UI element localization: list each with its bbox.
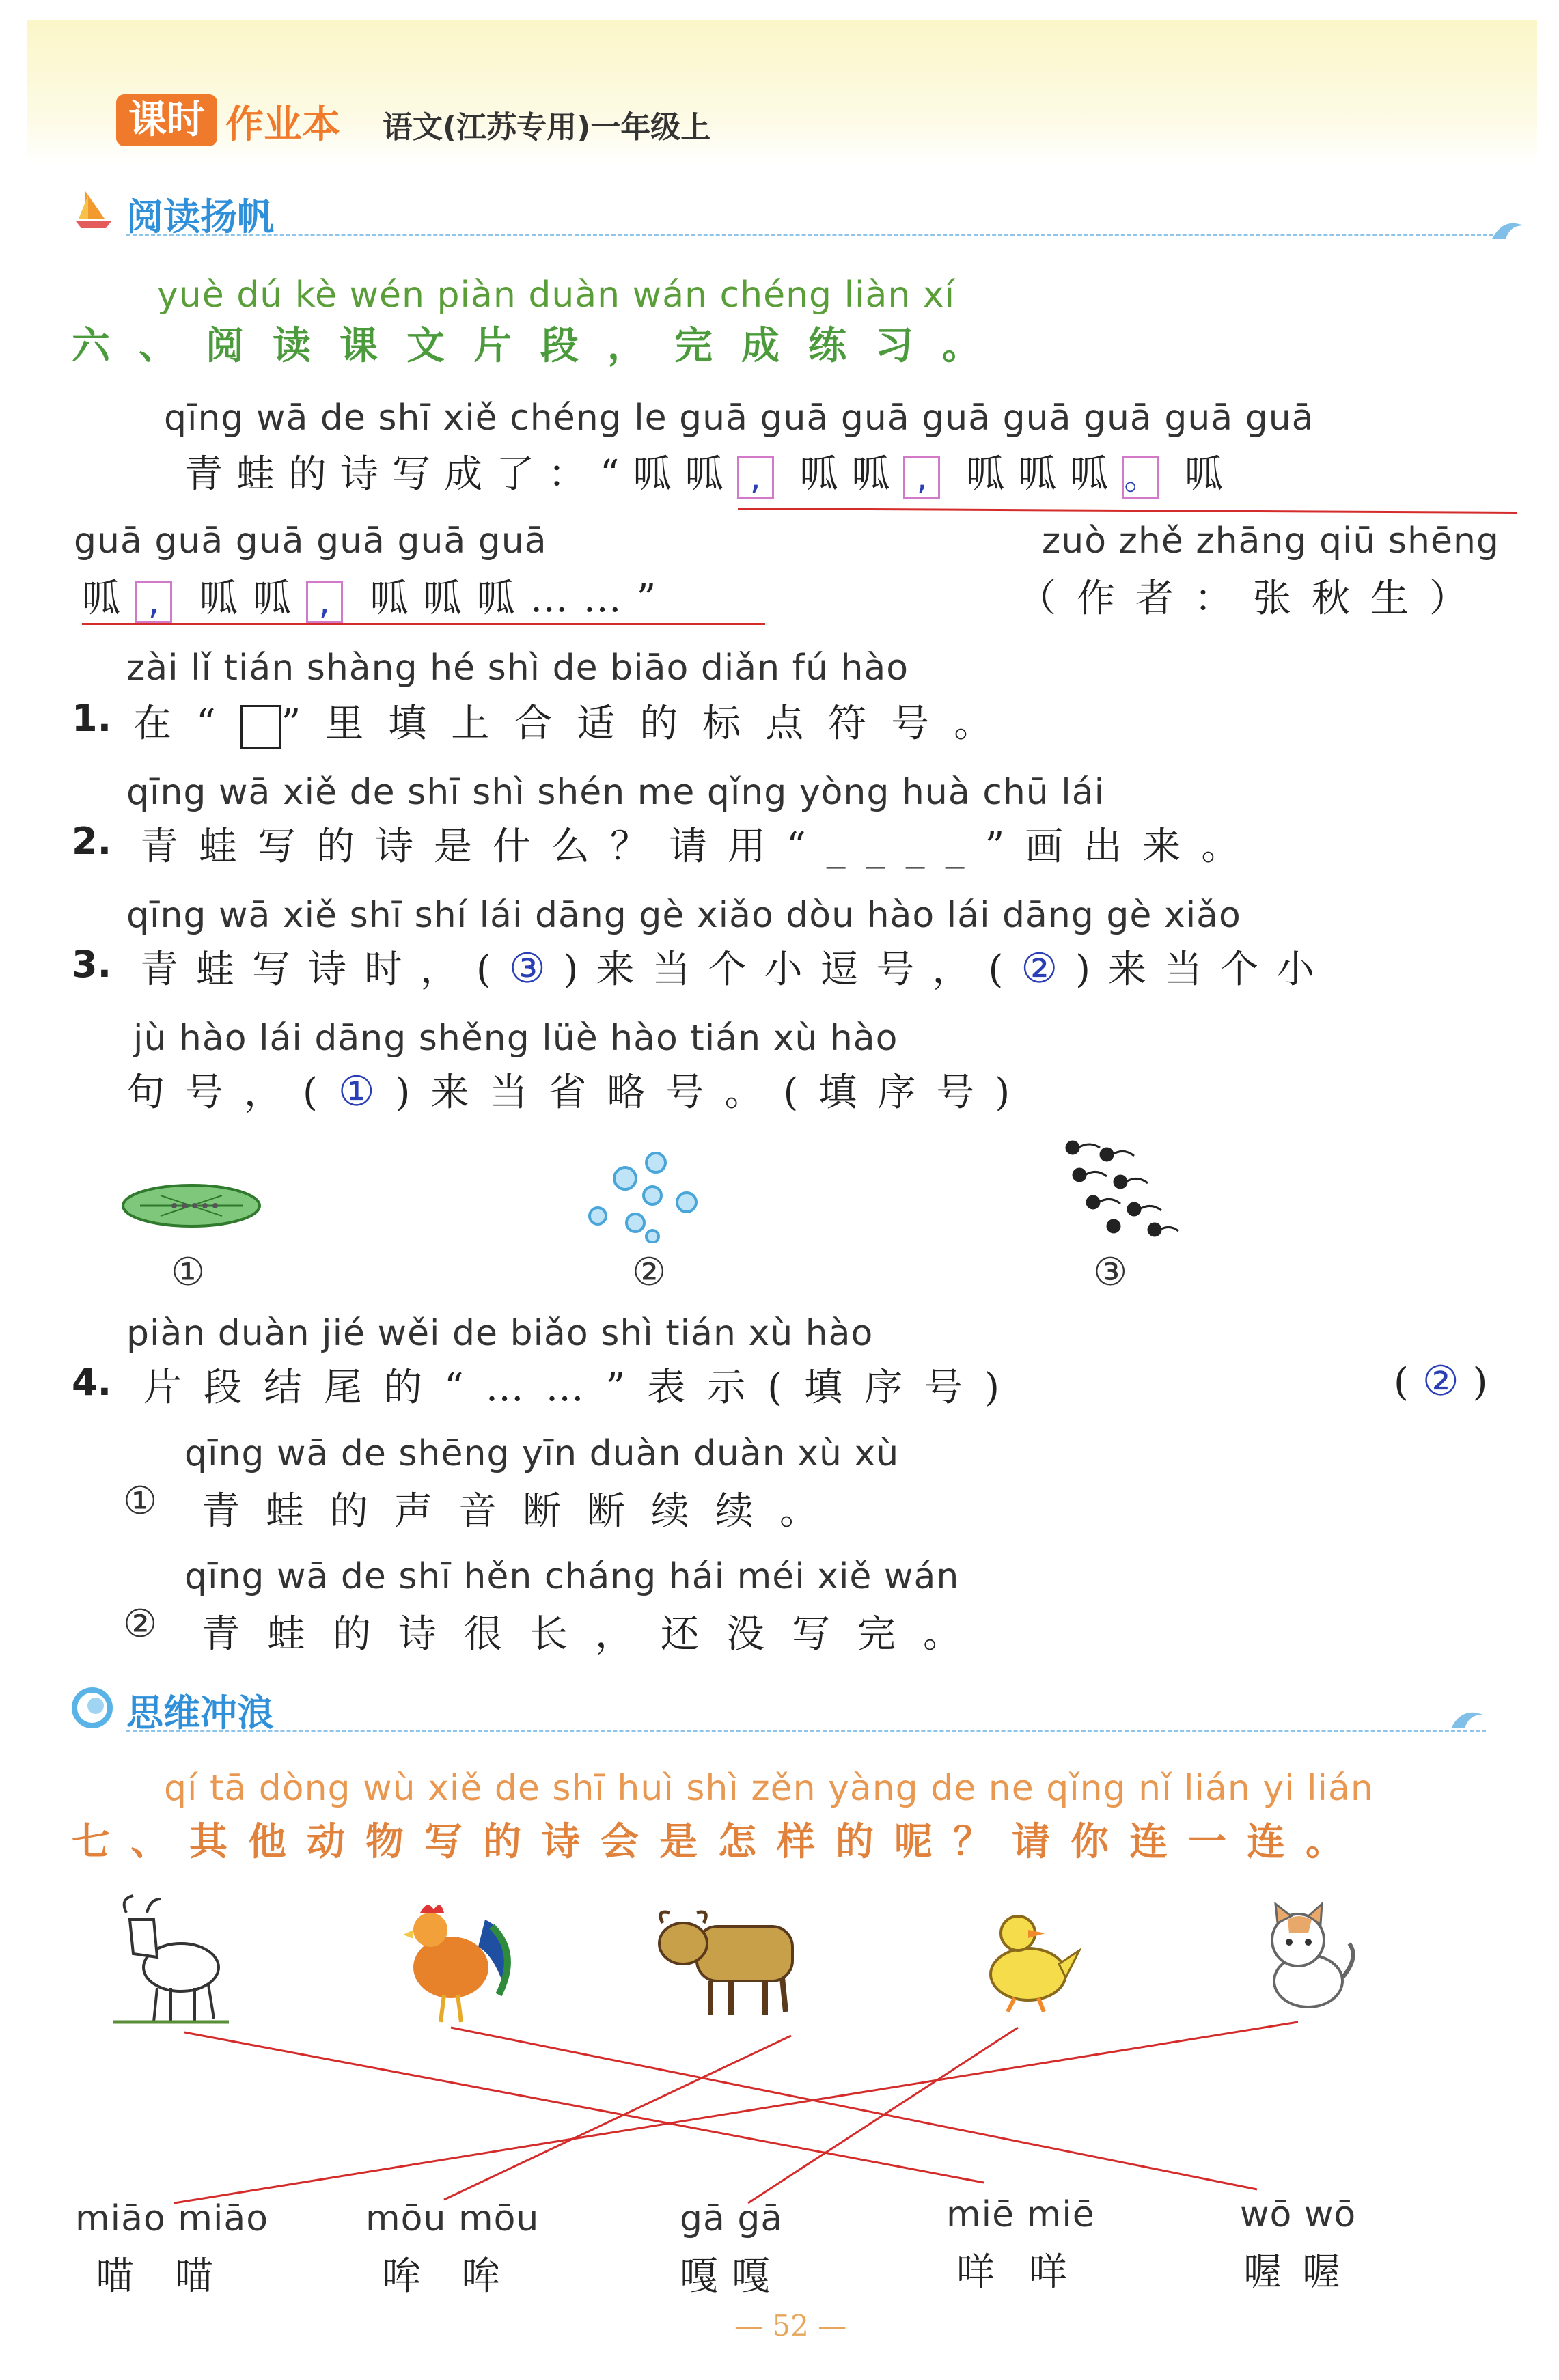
q4-opt1-pinyin: qīng wā de shēng yīn duàn duàn xù xù — [184, 1433, 900, 1474]
punct-box[interactable]: , — [903, 456, 940, 499]
q3-line-2: 句号，(①)来当省略号。(填序号) — [126, 1068, 1031, 1116]
answer: ② — [1021, 945, 1076, 993]
passage-pinyin-1: qīng wā de shī xiě chéng le guā guā guā guā guā guā guā guā — [164, 398, 1314, 439]
q4-opt2-pinyin: qīng wā de shī hěn cháng hái méi xiě wán — [184, 1556, 960, 1597]
answer: ② — [1422, 1357, 1473, 1405]
q4-opt1-mark: ① — [123, 1479, 158, 1523]
match-line — [748, 2028, 1018, 2203]
q4-opt2: 青蛙的诗很长，还没写完。 — [202, 1612, 989, 1657]
passage-line-2: 呱 , 呱呱 , 呱呱呱……” — [82, 577, 672, 622]
sound-pinyin-5: wō wō — [1240, 2194, 1357, 2235]
q4-opt1: 青蛙的声音断断续续。 — [202, 1489, 844, 1534]
q3-pinyin-1: qīng wā xiě shī shí lái dāng gè xiǎo dòu hào lái dāng gè xiǎo — [126, 895, 1241, 936]
sound-3[interactable]: 嘎嘎 — [680, 2254, 784, 2299]
answer: ① — [337, 1068, 396, 1116]
q6-pinyin: yuè dú kè wén piàn duàn wán chéng liàn xí — [157, 275, 956, 316]
q4-text: 片段结尾的“……”表示(填序号) — [143, 1366, 1021, 1410]
q2-pinyin: qīng wā xiě de shī shì shén me qǐng yòng huà chū lái — [126, 772, 1105, 813]
author-pinyin: zuò zhě zhāng qiū shēng — [1042, 521, 1500, 562]
sound-2[interactable]: 哞哞 — [383, 2254, 541, 2299]
punct-box[interactable]: , — [135, 581, 172, 623]
q4-opt2-mark: ② — [123, 1602, 158, 1646]
q1-number: 1. — [72, 697, 112, 740]
section-title-thinking: 思维冲浪 — [126, 1691, 274, 1734]
q2-text: 青蛙写的诗是什么？请用“____”画出来。 — [140, 825, 1260, 869]
passage-pinyin-2: guā guā guā guā guā guā — [74, 521, 547, 562]
q6-title: 六、阅读课文片段，完成练习。 — [72, 323, 1009, 368]
page-number: — 52 — — [734, 2309, 847, 2342]
punct-box[interactable]: , — [737, 456, 774, 499]
sound-pinyin-1: miāo miāo — [75, 2198, 269, 2239]
q7-pinyin: qí tā dòng wù xiě de shī huì shì zěn yàng de ne qǐng nǐ lián yi lián — [164, 1768, 1374, 1809]
passage-line-1: 青蛙的诗写成了：“呱呱 , 呱呱 , 呱呱呱。 呱 — [184, 452, 1237, 498]
punct-box[interactable]: , — [306, 581, 343, 623]
q7-title: 七、其他动物写的诗会是怎样的呢？请你连一连。 — [72, 1819, 1364, 1864]
sound-4[interactable]: 咩咩 — [956, 2250, 1101, 2295]
q3-pinyin-2: jù hào lái dāng shěng lüè hào tián xù hào — [133, 1018, 898, 1059]
q4-answer-slot: (②) — [1394, 1357, 1502, 1405]
pic-label-3: ③ — [1093, 1250, 1128, 1295]
punct-box[interactable]: 。 — [1122, 456, 1159, 499]
sound-5[interactable]: 喔喔 — [1243, 2250, 1361, 2295]
pic-label-2: ② — [632, 1250, 667, 1295]
q3-number: 3. — [72, 943, 112, 986]
sound-pinyin-4: miē miē — [946, 2194, 1095, 2235]
match-line — [451, 2028, 1257, 2189]
answer: ③ — [508, 945, 564, 993]
q2-number: 2. — [72, 820, 112, 863]
q4-number: 4. — [72, 1361, 112, 1404]
sound-pinyin-3: gā gā — [680, 2198, 784, 2239]
author: （作者：张秋生） — [1018, 577, 1488, 621]
pic-label-1: ① — [171, 1250, 206, 1295]
match-line — [174, 2022, 1298, 2203]
q3-line-1: 青蛙写诗时，(③)来当个小逗号，(②)来当个小 — [140, 945, 1333, 993]
subject-title: 语文(江苏专用)一年级上 — [383, 110, 711, 145]
q1-text: 在“ ”里填上合适的标点符号。 — [133, 693, 1017, 749]
section-title-reading: 阅读扬帆 — [126, 195, 274, 238]
q4-pinyin: piàn duàn jié wěi de biǎo shì tián xù hào — [126, 1313, 874, 1354]
q1-pinyin: zài lǐ tián shàng hé shì de biāo diǎn fú hào — [126, 648, 909, 689]
sound-1[interactable]: 喵喵 — [96, 2254, 254, 2299]
sound-pinyin-2: mōu mōu — [365, 2198, 540, 2239]
logo-text: 作业本 — [225, 102, 340, 147]
logo-box: 课时 — [116, 94, 217, 146]
